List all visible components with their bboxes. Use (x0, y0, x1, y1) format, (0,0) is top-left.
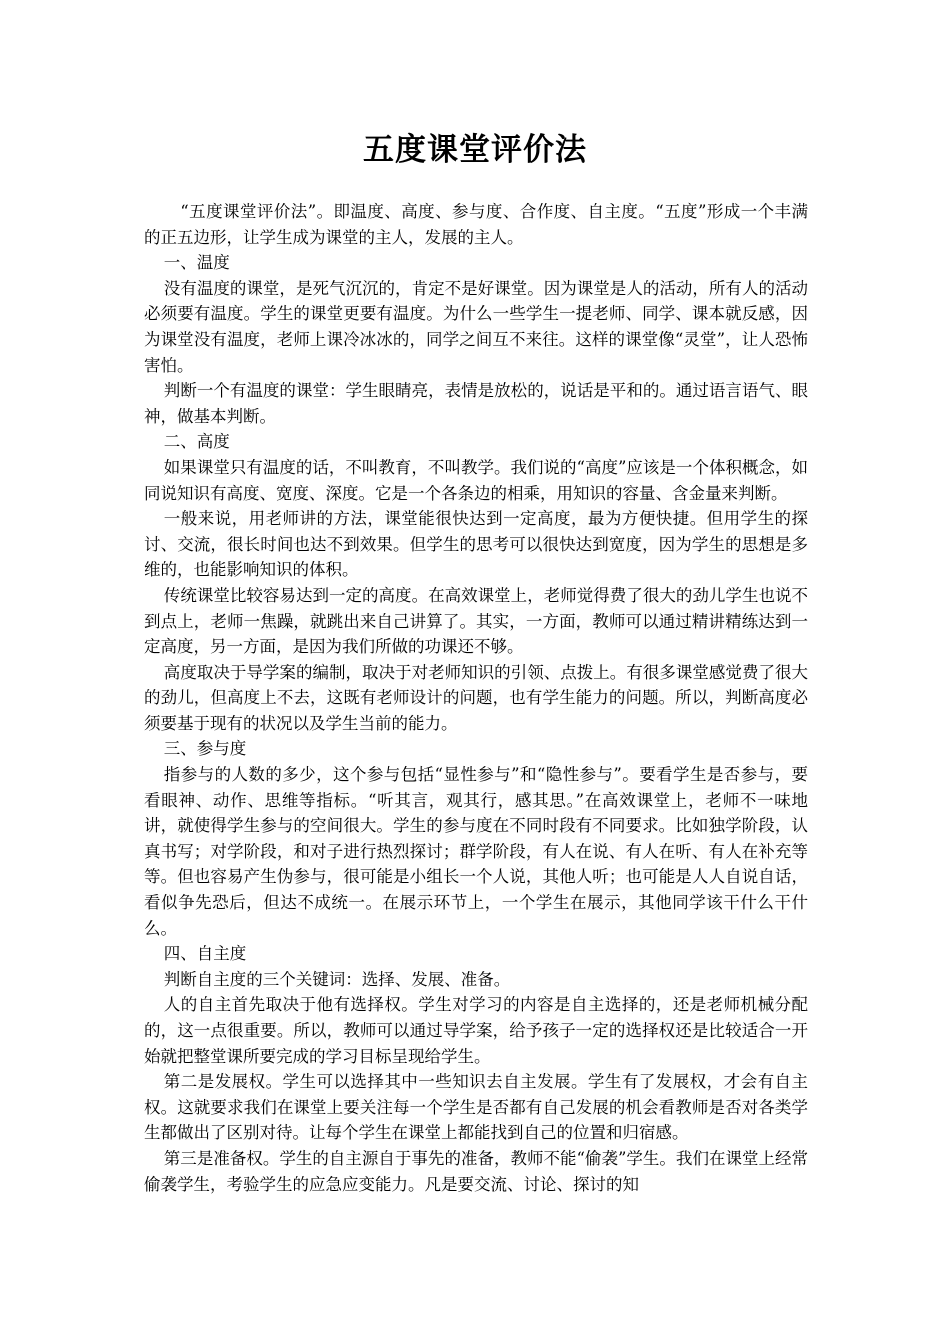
paragraph: 高度取决于导学案的编制，取决于对老师知识的引领、点拨上。有很多课堂感觉费了很大的劲儿，但高度上不去，这既有老师设计的问题，也有学生能力的问题。所以，判断高度必须要基于现有的状况以及学生当前的能力。 (144, 662, 808, 733)
paragraph: 如果课堂只有温度的话，不叫教育，不叫教学。我们说的“高度”应该是一个体积概念，如同说知识有高度、宽度、深度。它是一个各条边的相乘，用知识的容量、含金量来判断。 (144, 457, 808, 503)
paragraph: 判断自主度的三个关键词：选择、发展、准备。 (163, 969, 511, 989)
paragraph: 第三是准备权。学生的自主源自于事先的准备，教师不能“偷袭”学生。我们在课堂上经常偷袭学生，考验学生的应急应变能力。凡是要交流、讨论、探讨的知 (144, 1148, 808, 1194)
intro-paragraph: “五度课堂评价法”。即温度、高度、参与度、合作度、自主度。“五度”形成一个丰满的正五边形，让学生成为课堂的主人，发展的主人。 (144, 202, 808, 247)
section-heading-height: 二、高度 (163, 432, 230, 452)
paragraph: 判断一个有温度的课堂：学生眼睛亮，表情是放松的，说话是平和的。通过语言语气、眼神，做基本判断。 (144, 381, 808, 426)
paragraph: 传统课堂比较容易达到一定的高度。在高效课堂上，老师觉得费了很大的劲儿学生也说不到点上，老师一焦躁，就跳出来自己讲算了。其实，一方面，教师可以通过精讲精练达到一定高度，另一方面，是因为我们所做的功课还不够。 (144, 585, 808, 657)
document-title: 五度课堂评价法 (363, 132, 587, 168)
paragraph: 人的自主首先取决于他有选择权。学生对学习的内容是自主选择的，还是老师机械分配的，这一点很重要。所以，教师可以通过导学案，给予孩子一定的选择权还是比较适合一开始就把整堂课所要完成的学习目标呈现给学生。 (144, 995, 808, 1066)
section-heading-autonomy: 四、自主度 (163, 944, 247, 964)
paragraph: 一般来说，用老师讲的方法，课堂能很快达到一定高度，最为方便快捷。但用学生的探讨、交流，很长时间也达不到效果。但学生的思考可以很快达到宽度，因为学生的思想是多维的，也能影响知识的体积。 (144, 509, 808, 580)
paragraph: 没有温度的课堂，是死气沉沉的，肯定不是好课堂。因为课堂是人的活动，所有人的活动必须要有温度。学生的课堂更要有温度。为什么一些学生一提老师、同学、课本就反感，因为课堂没有温度，老师上课冷冰冰的，同学之间互不来往。这样的课堂像“灵堂”，让人恐怖害怕。 (144, 278, 808, 375)
section-heading-participation: 三、参与度 (163, 739, 247, 759)
document-body (144, 199, 808, 1197)
paragraph: 第二是发展权。学生可以选择其中一些知识去自主发展。学生有了发展权，才会有自主权。这就要求我们在课堂上要关注每一个学生是否都有自己发展的机会看教师是否对各类学生都做出了区别对待。让每个学生在课堂上都能找到自己的位置和归宿感。 (144, 1072, 808, 1143)
paragraph: 指参与的人数的多少，这个参与包括“显性参与”和“隐性参与”。要看学生是否参与，要看眼神、动作、思维等指标。“听其言，观其行，感其思。”在高效课堂上，老师不一味地讲，就使得学生参与的空间很大。学生的参与度在不同时段有不同要求。比如独学阶段，认真书写；对学阶段，和对子进行热烈探讨；群学阶段，有人在说、有人在听、有人在补充等等。但也容易产生伪参与，很可能是小组长一个人说，其他人听；也可能是人人自说自话，看似争先恐后，但达不成统一。在展示环节上，一个学生在展示，其他同学该干什么干什么。 (144, 765, 808, 938)
section-heading-temperature: 一、温度 (163, 253, 230, 273)
